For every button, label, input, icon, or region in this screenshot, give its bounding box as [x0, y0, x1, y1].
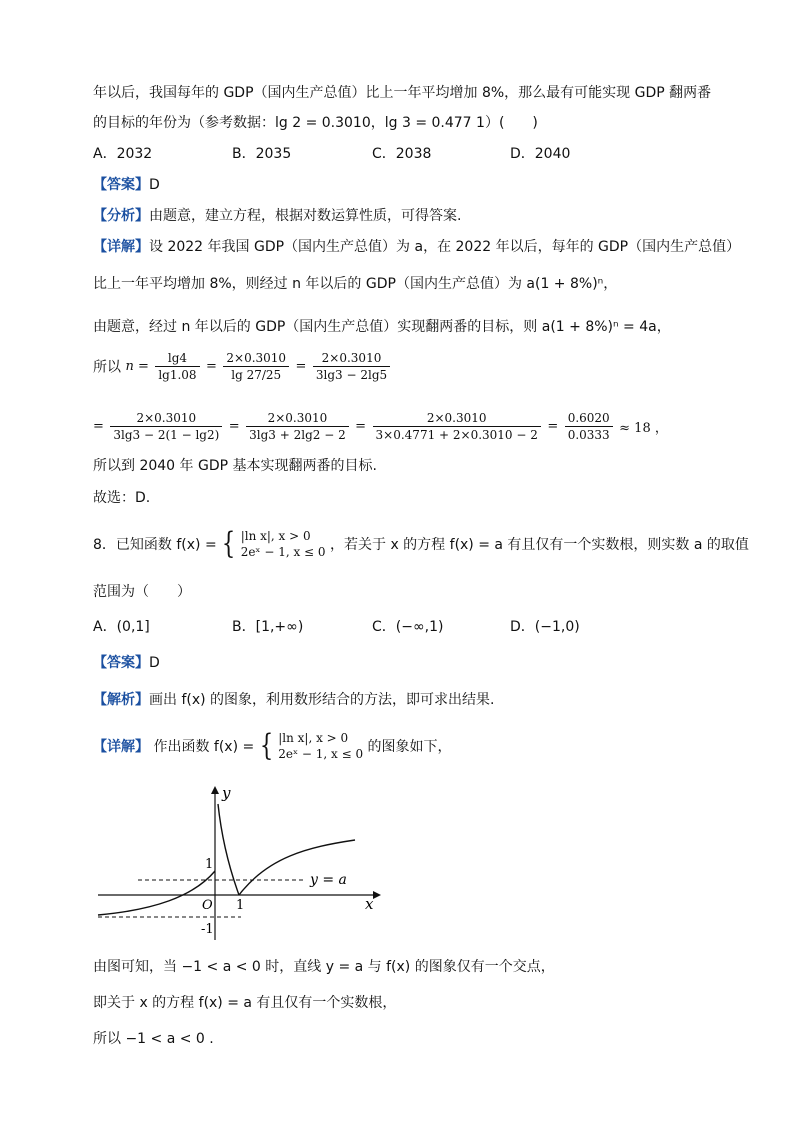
- q8-stem-a: 8．已知函数 f(x) =: [93, 537, 217, 553]
- fraction-3: $\frac{2\times 0.3010}{3\lg 3 - 2\lg 5}$: [313, 350, 390, 383]
- answer-value: D: [149, 655, 160, 671]
- fraction-6: $\frac{2\times 0.3010}{3\times 0.4771 + 2\times 0.3010 - 2}$: [373, 410, 541, 443]
- q7-equation-1: 所以 n = $\frac{\lg 4}{\lg 1.08}$ = $\frac{2\times 0.3010}{\lg 27/25}$ = $\frac{2\times 0.3010}{3\lg 3 - 2\lg 5}$: [93, 350, 392, 383]
- detail-tag: 【详解】: [93, 239, 149, 255]
- q8-option-a: A．(0,1]: [93, 619, 150, 635]
- detail-tag: 【详解】: [93, 739, 149, 755]
- q7-detail-line3: 由题意，经过 n 年以后的 GDP（国内生产总值）实现翻两番的目标，则 a(1 + 8%)ⁿ = 4a，: [93, 319, 671, 335]
- q7-option-b: B．2035: [232, 146, 292, 162]
- q7-stem-line2: 的目标的年份为（参考数据：lg 2 = 0.3010，lg 3 = 0.477 1）( ): [93, 115, 538, 131]
- answer-tag: 【答案】: [93, 655, 149, 671]
- piecewise-cases: |ln x|, x > 0 2eˣ − 1, x ≤ 0: [278, 731, 364, 761]
- y-axis-arrow: [211, 786, 219, 794]
- q7-option-d: D．2040: [510, 146, 571, 162]
- q8-stem: [93, 528, 749, 560]
- curve-exponential: [98, 871, 215, 915]
- analysis-text: 画出 f(x) 的图象，利用数形结合的方法，即可求出结果.: [149, 692, 495, 708]
- q8-stem-b: ，若关于 x 的方程 f(x) = a 有且仅有一个实数根，则实数 a 的取值: [330, 537, 749, 553]
- analysis-tag: 【解析】: [93, 692, 149, 708]
- fraction-4: $\frac{2\times 0.3010}{3\lg 3 - 2(1 - \lg 2)}$: [110, 410, 222, 443]
- q7-analysis: [93, 206, 461, 226]
- y-axis-label: y: [222, 784, 231, 802]
- q7-choose: 故选：D.: [93, 490, 151, 506]
- curve-neg-ln: [218, 804, 239, 895]
- q7-option-c: C．2038: [372, 146, 432, 162]
- function-graph: [93, 782, 393, 942]
- answer-value: D: [149, 177, 160, 193]
- analysis-tag: 【分析】: [93, 208, 149, 224]
- q8-observation-2: 即关于 x 的方程 f(x) = a 有且仅有一个实数根，: [93, 995, 397, 1011]
- q7-detail-line1: [93, 237, 740, 257]
- brace-symbol: {: [222, 526, 236, 561]
- q7-detail-line2: 比上一年平均增加 8%，则经过 n 年以后的 GDP（国内生产总值）为 a(1 + 8%)ⁿ，: [93, 276, 618, 292]
- q8-analysis: [93, 690, 495, 710]
- q7-answer: [93, 175, 160, 195]
- q8-observation-1: 由图可知，当 −1 < a < 0 时，直线 y = a 与 f(x) 的图象仅有一个交点，: [93, 959, 555, 975]
- detail-text-a: 作出函数 f(x) =: [153, 739, 255, 755]
- x-axis-label: x: [365, 895, 374, 913]
- fraction-7: $\frac{0.6020}{0.0333}$: [565, 410, 613, 443]
- answer-tag: 【答案】: [93, 177, 149, 193]
- q8-detail: [93, 730, 452, 762]
- detail-text: 设 2022 年我国 GDP（国内生产总值）为 a，在 2022 年以后，每年的 GDP（国内生产总值）: [149, 239, 741, 255]
- fraction-5: $\frac{2\times 0.3010}{3\lg 3 + 2\lg 2 - 2}$: [246, 410, 349, 443]
- q8-stem-c: 范围为（ ）: [93, 584, 191, 600]
- detail-text-b: 的图象如下，: [367, 739, 452, 755]
- fraction-2: $\frac{2\times 0.3010}{\lg 27/25}$: [223, 350, 289, 383]
- eq-prefix: 所以: [93, 359, 121, 376]
- origin-label: O: [202, 898, 213, 913]
- piecewise-cases: |ln x|, x > 0 2eˣ − 1, x ≤ 0: [240, 529, 326, 559]
- tick-label-one-x: 1: [236, 898, 245, 913]
- fraction-1: $\frac{\lg 4}{\lg 1.08}$: [155, 350, 199, 383]
- q7-stem-line1: 年以后，我国每年的 GDP（国内生产总值）比上一年平均增加 8%，那么最有可能实现 GDP 翻两番: [93, 85, 712, 101]
- eq-n: n =: [125, 359, 149, 374]
- q8-option-b: B．[1,+∞): [232, 619, 304, 635]
- q8-option-d: D．(−1,0): [510, 619, 580, 635]
- line-label-y-a: y = a: [310, 872, 347, 888]
- tick-label-neg-one: -1: [201, 922, 214, 937]
- approx-value: ≈ 18 ，: [619, 421, 668, 436]
- tick-label-one-y: 1: [205, 857, 214, 872]
- q8-answer: [93, 653, 160, 673]
- q7-conclusion: 所以到 2040 年 GDP 基本实现翻两番的目标.: [93, 458, 377, 474]
- x-axis-arrow: [373, 891, 381, 899]
- brace-symbol: {: [259, 728, 273, 763]
- analysis-text: 由题意，建立方程，根据对数运算性质，可得答案.: [149, 208, 462, 224]
- q7-option-a: A．2032: [93, 146, 153, 162]
- q8-option-c: C．(−∞,1): [372, 619, 444, 635]
- q8-observation-3: 所以 −1 < a < 0 .: [93, 1031, 214, 1047]
- q7-equation-2: = $\frac{2\times 0.3010}{3\lg 3 - 2(1 - \lg 2)}$ = $\frac{2\times 0.3010}{3\lg 3 + 2\lg 2 - 2}$ = $\frac{2\times 0.3010}{3\times 0.4771 + 2\times 0.3010 - 2}$ = $\frac{0.6020}{0.0333}$ ≈ 18 ，: [93, 411, 668, 442]
